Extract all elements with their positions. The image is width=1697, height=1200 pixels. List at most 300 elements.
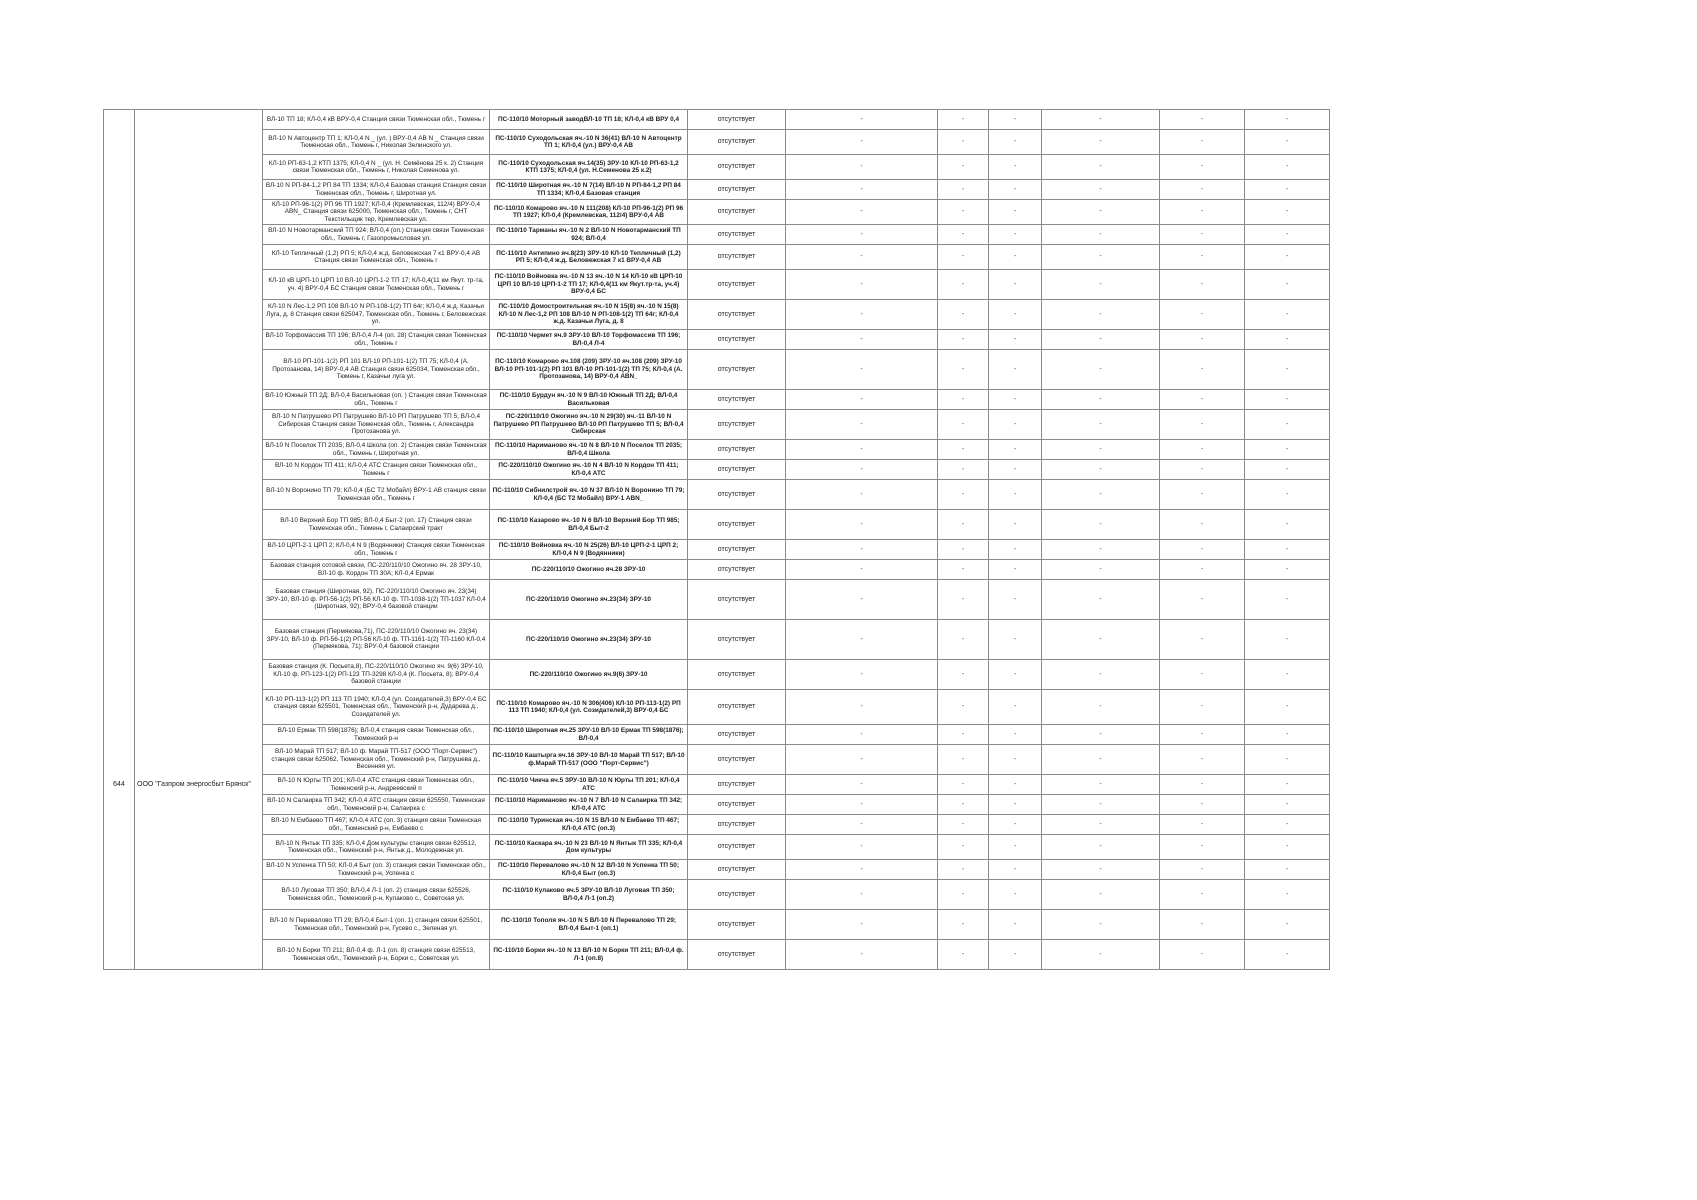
status-cell: отсутствует <box>688 910 786 940</box>
dash-cell: - <box>989 660 1042 690</box>
dash-cell: - <box>938 660 989 690</box>
dash-cell: - <box>786 390 938 410</box>
status-cell: отсутствует <box>688 330 786 350</box>
dash-cell: - <box>1042 540 1160 560</box>
dash-cell: - <box>989 270 1042 300</box>
dash-cell: - <box>1042 815 1160 835</box>
record-number-cell <box>104 180 135 200</box>
dash-cell: - <box>786 940 938 970</box>
dash-cell: - <box>1245 880 1330 910</box>
organization-cell <box>135 440 263 460</box>
organization-cell <box>135 300 263 330</box>
dash-cell: - <box>989 835 1042 860</box>
dash-cell: - <box>1245 440 1330 460</box>
dash-cell: - <box>989 460 1042 480</box>
table-row <box>104 745 1330 775</box>
connection-point-cell: ВЛ-10 Марай ТП 517; ВЛ-10 ф. Марай ТП-517 (ООО "Порт-Сервис") станция связи 625062, Тюменская обл., Тюменский р-н, Патрушева д., Весенняя ул. <box>263 745 490 775</box>
record-number-cell <box>104 130 135 155</box>
dash-cell: - <box>989 130 1042 155</box>
table-row <box>104 460 1330 480</box>
status-cell: отсутствует <box>688 130 786 155</box>
dash-cell: - <box>938 155 989 180</box>
dash-cell: - <box>1160 130 1245 155</box>
dash-cell: - <box>1245 480 1330 510</box>
record-number-cell <box>104 245 135 270</box>
dash-cell: - <box>1042 245 1160 270</box>
power-source-cell: ПС-110/10 Туринская яч.-10 N 15 ВЛ-10 N Ембаево ТП 467; КЛ-0,4 АТС (оп.3) <box>490 815 688 835</box>
status-cell: отсутствует <box>688 560 786 580</box>
dash-cell: - <box>1042 270 1160 300</box>
dash-cell: - <box>1042 300 1160 330</box>
power-source-cell: ПС-110/10 Сибнилстрой яч.-10 N 37 ВЛ-10 N Воронино ТП 79; КЛ-0,4 (БС Т2 Мобайл) ВРУ-1 АВN_ <box>490 480 688 510</box>
dash-cell: - <box>938 815 989 835</box>
dash-cell: - <box>1042 180 1160 200</box>
table-row <box>104 690 1330 725</box>
status-cell: отсутствует <box>688 835 786 860</box>
dash-cell: - <box>938 795 989 815</box>
record-number-cell <box>104 690 135 725</box>
organization-cell <box>135 775 263 795</box>
connection-point-cell: ВЛ-10 Верхний Бор ТП 985; ВЛ-0,4 Быт-2 (оп. 17) Станция связи Тюменская обл., Тюмень г, Салаирский тракт <box>263 510 490 540</box>
organization-cell <box>135 225 263 245</box>
power-source-cell: ПС-110/10 Войновка яч.-10 N 25(26) ВЛ-10 ЦРП-2-1 ЦРП 2; КЛ-0,4 N 9 (Водянники) <box>490 540 688 560</box>
record-number-cell <box>104 815 135 835</box>
dash-cell: - <box>938 510 989 540</box>
status-cell: отсутствует <box>688 940 786 970</box>
dash-cell: - <box>989 940 1042 970</box>
dash-cell: - <box>1245 180 1330 200</box>
dash-cell: - <box>1042 510 1160 540</box>
power-source-cell: ПС-220/110/10 Ожогино яч.-10 N 29(30) яч.-11 ВЛ-10 N Патрушево РП Патрушево ВЛ-10 РП Патрушево ТП 5; ВЛ-0,4 Сибирская <box>490 410 688 440</box>
dash-cell: - <box>989 390 1042 410</box>
dash-cell: - <box>1160 480 1245 510</box>
dash-cell: - <box>1245 390 1330 410</box>
record-number-cell <box>104 200 135 225</box>
organization-cell <box>135 745 263 775</box>
dash-cell: - <box>786 620 938 660</box>
dash-cell: - <box>1042 560 1160 580</box>
dash-cell: - <box>1160 940 1245 970</box>
table-row <box>104 510 1330 540</box>
dash-cell: - <box>938 910 989 940</box>
table-row <box>104 180 1330 200</box>
connection-point-cell: ВЛ-10 N Перевалово ТП 29; ВЛ-0,4 Быт-1 (оп. 1) станция связи 625501, Тюменская обл., Тюменский р-н, Гусево с., Зеленая ул. <box>263 910 490 940</box>
register-table <box>103 109 1330 970</box>
dash-cell: - <box>1160 300 1245 330</box>
dash-cell: - <box>1042 130 1160 155</box>
dash-cell: - <box>786 580 938 620</box>
status-cell: отсутствует <box>688 795 786 815</box>
organization-cell <box>135 835 263 860</box>
record-number-cell <box>104 910 135 940</box>
power-source-cell: ПС-110/10 Моторный заводВЛ-10 ТП 18; КЛ-0,4 кВ ВРУ 0,4 <box>490 110 688 130</box>
dash-cell: - <box>1160 725 1245 745</box>
table-row <box>104 130 1330 155</box>
dash-cell: - <box>1160 390 1245 410</box>
dash-cell: - <box>989 725 1042 745</box>
dash-cell: - <box>1245 155 1330 180</box>
power-source-cell: ПС-110/10 Казарово яч.-10 N 6 ВЛ-10 Верхний Бор ТП 985; ВЛ-0,4 Быт-2 <box>490 510 688 540</box>
dash-cell: - <box>1160 880 1245 910</box>
dash-cell: - <box>1245 245 1330 270</box>
connection-point-cell: Базовая станция (К. Посьета,8), ПС-220/110/10 Ожогино яч. 9(6) ЗРУ-10, КЛ-10 ф. РП-123-1(2) РП-123 ТП-3298 КЛ-0,4 (К. Посьета, 8); ВРУ-0,4 базовой станции <box>263 660 490 690</box>
dash-cell: - <box>1245 940 1330 970</box>
dash-cell: - <box>786 725 938 745</box>
dash-cell: - <box>1245 775 1330 795</box>
record-number-cell <box>104 440 135 460</box>
status-cell: отсутствует <box>688 225 786 245</box>
dash-cell: - <box>989 410 1042 440</box>
dash-cell: - <box>989 440 1042 460</box>
dash-cell: - <box>1042 835 1160 860</box>
power-source-cell: ПС-220/110/10 Ожогино яч.28 ЗРУ-10 <box>490 560 688 580</box>
dash-cell: - <box>1160 155 1245 180</box>
dash-cell: - <box>938 300 989 330</box>
table-row <box>104 560 1330 580</box>
dash-cell: - <box>786 690 938 725</box>
power-source-cell: ПС-110/10 Суходольская яч.14(35) ЗРУ-10 КЛ-10 РП-63-1,2 КТП 1375; КЛ-0,4 (ул. Н.Семенова 25 к.2) <box>490 155 688 180</box>
organization-cell <box>135 660 263 690</box>
dash-cell: - <box>1160 775 1245 795</box>
organization-cell <box>135 580 263 620</box>
dash-cell: - <box>938 440 989 460</box>
power-source-cell: ПС-110/10 Домостроительная яч.-10 N 15(8) яч.-10 N 15(8) КЛ-10 N Лес-1,2 РП 108 ВЛ-10 N РП-108-1(2) ТП 64г; КЛ-0,4 ж.д. Казачьи Луга, д. 8 <box>490 300 688 330</box>
dash-cell: - <box>1042 725 1160 745</box>
dash-cell: - <box>989 560 1042 580</box>
power-source-cell: ПС-110/10 Кулаково яч.5 ЗРУ-10 ВЛ-10 Луговая ТП 350; ВЛ-0,4 Л-1 (оп.2) <box>490 880 688 910</box>
dash-cell: - <box>1042 860 1160 880</box>
dash-cell: - <box>938 225 989 245</box>
dash-cell: - <box>938 110 989 130</box>
table-row <box>104 440 1330 460</box>
organization-cell <box>135 350 263 390</box>
dash-cell: - <box>989 225 1042 245</box>
connection-point-cell: ВЛ-10 N Патрушево РП Патрушево ВЛ-10 РП Патрушево ТП 5; ВЛ-0,4 Сибирская Станция связи Тюменская обл., Тюмень г, Александра Протозанова ул. <box>263 410 490 440</box>
dash-cell: - <box>786 540 938 560</box>
record-number-cell <box>104 480 135 510</box>
organization-cell <box>135 880 263 910</box>
power-source-cell: ПС-110/10 Тарманы яч.-10 N 2 ВЛ-10 N Новотарманский ТП 924; ВЛ-0,4 <box>490 225 688 245</box>
dash-cell: - <box>938 690 989 725</box>
dash-cell: - <box>1245 460 1330 480</box>
dash-cell: - <box>1245 725 1330 745</box>
connection-point-cell: ВЛ-10 N Воронино ТП 79; КЛ-0,4 (БС Т2 Мобайл) ВРУ-1 АВ станция связи Тюменская обл., Тюмень г <box>263 480 490 510</box>
record-number-cell <box>104 110 135 130</box>
dash-cell: - <box>989 690 1042 725</box>
table-body <box>104 110 1330 970</box>
record-number-cell <box>104 225 135 245</box>
status-cell: отсутствует <box>688 860 786 880</box>
dash-cell: - <box>1160 835 1245 860</box>
dash-cell: - <box>938 775 989 795</box>
status-cell: отсутствует <box>688 725 786 745</box>
connection-point-cell: ВЛ-10 N Поселок ТП 2035; ВЛ-0,4 Школа (оп. 2) Станция связи Тюменская обл., Тюмень г, Широтная ул. <box>263 440 490 460</box>
dash-cell: - <box>1160 510 1245 540</box>
dash-cell: - <box>786 350 938 390</box>
record-number-cell <box>104 155 135 180</box>
dash-cell: - <box>989 620 1042 660</box>
dash-cell: - <box>989 580 1042 620</box>
power-source-cell: ПС-110/10 Нариманово яч.-10 N 8 ВЛ-10 N Поселок ТП 2035; ВЛ-0,4 Школа <box>490 440 688 460</box>
dash-cell: - <box>1160 410 1245 440</box>
table-row <box>104 110 1330 130</box>
connection-point-cell: КЛ-10 Тепличный (1,2) РП 5; КЛ-0,4 ж.д. Беловежская 7 к1 ВРУ-0,4 АВ Станция связи Тюменская обл., Тюмень г <box>263 245 490 270</box>
dash-cell: - <box>786 200 938 225</box>
table-row <box>104 200 1330 225</box>
connection-point-cell: ВЛ-10 N Ембаево ТП 467; КЛ-0,4 АТС (оп. 3) станция связи Тюменская обл., Тюменский р-н, Ембаево с <box>263 815 490 835</box>
dash-cell: - <box>1245 690 1330 725</box>
table-row <box>104 270 1330 300</box>
power-source-cell: ПС-110/10 Каскара яч.-10 N 23 ВЛ-10 N Янтык ТП 335; КЛ-0,4 Дом культуры <box>490 835 688 860</box>
status-cell: отсутствует <box>688 775 786 795</box>
status-cell: отсутствует <box>688 245 786 270</box>
organization-cell <box>135 690 263 725</box>
status-cell: отсутствует <box>688 620 786 660</box>
dash-cell: - <box>1042 620 1160 660</box>
dash-cell: - <box>1160 110 1245 130</box>
status-cell: отсутствует <box>688 815 786 835</box>
dash-cell: - <box>1042 880 1160 910</box>
power-source-cell: ПС-110/10 Тополя яч.-10 N 5 ВЛ-10 N Перевалово ТП 29; ВЛ-0,4 Быт-1 (оп.1) <box>490 910 688 940</box>
connection-point-cell: Базовая станция (Пермякова,71), ПС-220/110/10 Ожогино яч. 23(34) ЗРУ-10, ВЛ-10 ф. РП-56-1(2) РП-56 КЛ-10 ф. ТП-1161-1(2) ТП-1160 КЛ-0,4 (Пермякова, 71); ВРУ-0,4 базовой станции <box>263 620 490 660</box>
dash-cell: - <box>1042 460 1160 480</box>
dash-cell: - <box>786 155 938 180</box>
dash-cell: - <box>938 200 989 225</box>
status-cell: отсутствует <box>688 660 786 690</box>
table-row <box>104 410 1330 440</box>
dash-cell: - <box>938 460 989 480</box>
dash-cell: - <box>1245 660 1330 690</box>
connection-point-cell: Базовая станция сотовой связи, ПС-220/110/10 Ожогино яч. 28 ЗРУ-10, ВЛ-10 ф. Кордон ТП 30А; КЛ-0,4 Ермак <box>263 560 490 580</box>
status-cell: отсутствует <box>688 180 786 200</box>
record-number-cell <box>104 725 135 745</box>
power-source-cell: ПС-110/10 Чикча яч.5 ЗРУ-10 ВЛ-10 N Юрты ТП 201; КЛ-0,4 АТС <box>490 775 688 795</box>
dash-cell: - <box>1245 130 1330 155</box>
dash-cell: - <box>989 245 1042 270</box>
dash-cell: - <box>938 880 989 910</box>
dash-cell: - <box>989 480 1042 510</box>
power-source-cell: ПС-220/110/10 Ожогино яч.23(34) ЗРУ-10 <box>490 620 688 660</box>
dash-cell: - <box>989 180 1042 200</box>
power-source-cell: ПС-110/10 Суходольская яч.-10 N 36(41) ВЛ-10 N Автоцентр ТП 1; КЛ-0,4 (ул.) ВРУ-0,4 АВ <box>490 130 688 155</box>
record-number-cell <box>104 350 135 390</box>
dash-cell: - <box>1245 560 1330 580</box>
connection-point-cell: ВЛ-10 N Новотарманский ТП 924; ВЛ-0,4 (оп.) Станция связи Тюменская обл., Тюмень г, Газопромысловая ул. <box>263 225 490 245</box>
record-number-cell <box>104 860 135 880</box>
dash-cell: - <box>1245 745 1330 775</box>
dash-cell: - <box>938 130 989 155</box>
dash-cell: - <box>938 560 989 580</box>
dash-cell: - <box>1160 660 1245 690</box>
table-row <box>104 245 1330 270</box>
record-number-cell <box>104 745 135 775</box>
dash-cell: - <box>786 130 938 155</box>
organization-cell <box>135 130 263 155</box>
organization-cell <box>135 480 263 510</box>
status-cell: отсутствует <box>688 745 786 775</box>
dash-cell: - <box>786 560 938 580</box>
dash-cell: - <box>989 155 1042 180</box>
organization-name: ООО "Газпром энергосбыт Брянск" <box>137 780 251 788</box>
table-row <box>104 225 1330 245</box>
dash-cell: - <box>786 110 938 130</box>
dash-cell: - <box>989 795 1042 815</box>
table-row <box>104 725 1330 745</box>
connection-point-cell: ВЛ-10 N РП-84-1,2 РП 84 ТП 1334; КЛ-0,4 Базовая станция Станция связи Тюменская обл., Тюмень г, Широтная ул. <box>263 180 490 200</box>
table-row <box>104 350 1330 390</box>
record-number-cell <box>104 270 135 300</box>
connection-point-cell: КЛ-10 РП-96-1(2) РП 96 ТП 1927; КЛ-0,4 (Кремлевская, 112/4) ВРУ-0,4 АВN_ Станция связи 625000, Тюменская обл., Тюмень г, СНТ Текстильщик тер, Кремлевская ул. <box>263 200 490 225</box>
connection-point-cell: КЛ-10 РП-63-1,2 КТП 1375; КЛ-0,4 N _ (ул. Н. Семёнова 25 к. 2) Станция связи Тюменская обл., Тюмень г, Николая Семенова ул. <box>263 155 490 180</box>
dash-cell: - <box>1245 330 1330 350</box>
organization-cell <box>135 560 263 580</box>
dash-cell: - <box>1160 745 1245 775</box>
record-number-cell <box>104 580 135 620</box>
dash-cell: - <box>938 270 989 300</box>
dash-cell: - <box>1245 860 1330 880</box>
dash-cell: - <box>1160 225 1245 245</box>
dash-cell: - <box>1160 815 1245 835</box>
organization-cell <box>135 330 263 350</box>
record-number-cell <box>104 510 135 540</box>
table-row <box>104 910 1330 940</box>
dash-cell: - <box>1042 940 1160 970</box>
dash-cell: - <box>938 620 989 660</box>
dash-cell: - <box>786 440 938 460</box>
dash-cell: - <box>938 745 989 775</box>
connection-point-cell: ВЛ-10 N Кордон ТП 411; КЛ-0,4 АТС Станция связи Тюменская обл., Тюмень г <box>263 460 490 480</box>
table-row <box>104 795 1330 815</box>
dash-cell: - <box>786 300 938 330</box>
dash-cell: - <box>786 510 938 540</box>
dash-cell: - <box>786 410 938 440</box>
dash-cell: - <box>1160 580 1245 620</box>
table-row <box>104 330 1330 350</box>
connection-point-cell: ВЛ-10 ЦРП-2-1 ЦРП 2; КЛ-0,4 N 9 (Водянники) Станция связи Тюменская обл., Тюмень г <box>263 540 490 560</box>
record-number-cell <box>104 300 135 330</box>
dash-cell: - <box>938 725 989 745</box>
status-cell: отсутствует <box>688 580 786 620</box>
record-number-cell <box>104 880 135 910</box>
organization-cell <box>135 180 263 200</box>
dash-cell: - <box>1245 300 1330 330</box>
dash-cell: - <box>1042 440 1160 460</box>
connection-point-cell: ВЛ-10 N Янтык ТП 335; КЛ-0,4 Дом культуры станция связи 625512, Тюменская обл., Тюменский р-н, Янтык д., Молодежная ул. <box>263 835 490 860</box>
power-source-cell: ПС-110/10 Антипино яч.8(23) ЗРУ-10 КЛ-10 Тепличный (1,2) РП 5; КЛ-0,4 ж.д. Беловежская 7 к1 ВРУ-0,4 АВ <box>490 245 688 270</box>
status-cell: отсутствует <box>688 350 786 390</box>
status-cell: отсутствует <box>688 880 786 910</box>
organization-cell <box>135 860 263 880</box>
status-cell: отсутствует <box>688 480 786 510</box>
dash-cell: - <box>1245 835 1330 860</box>
power-source-cell: ПС-110/10 Войновка яч.-10 N 13 яч.-10 N 14 КЛ-10 кВ ЦРП-10 ЦРП 10 ВЛ-10 ЦРП-1-2 ТП 17; КЛ-0,4(11 км Якут.тр-та, уч.4) ВРУ-0,4 БС <box>490 270 688 300</box>
table-row <box>104 300 1330 330</box>
organization-cell <box>135 940 263 970</box>
dash-cell: - <box>989 300 1042 330</box>
table-row <box>104 540 1330 560</box>
organization-cell <box>135 510 263 540</box>
table-row <box>104 940 1330 970</box>
connection-point-cell: ВЛ-10 N Борки ТП 211; ВЛ-0,4 ф. Л-1 (оп. 8) станция связи 625513, Тюменская обл., Тюменский р-н, Борки с., Советская ул. <box>263 940 490 970</box>
dash-cell: - <box>989 330 1042 350</box>
status-cell: отсутствует <box>688 510 786 540</box>
table-row <box>104 620 1330 660</box>
dash-cell: - <box>1160 540 1245 560</box>
power-source-cell: ПС-110/10 Нариманово яч.-10 N 7 ВЛ-10 N Салаирка ТП 342; КЛ-0,4 АТС <box>490 795 688 815</box>
dash-cell: - <box>786 910 938 940</box>
dash-cell: - <box>1245 510 1330 540</box>
dash-cell: - <box>786 660 938 690</box>
status-cell: отсутствует <box>688 155 786 180</box>
dash-cell: - <box>1245 410 1330 440</box>
dash-cell: - <box>1245 110 1330 130</box>
dash-cell: - <box>1042 480 1160 510</box>
dash-cell: - <box>1042 390 1160 410</box>
dash-cell: - <box>938 540 989 560</box>
dash-cell: - <box>938 180 989 200</box>
dash-cell: - <box>786 860 938 880</box>
record-number-cell <box>104 775 135 795</box>
power-source-cell: ПС-110/10 Широтная яч.25 ЗРУ-10 ВЛ-10 Ермак ТП 598(1876); ВЛ-0,4 <box>490 725 688 745</box>
organization-cell <box>135 795 263 815</box>
dash-cell: - <box>786 745 938 775</box>
dash-cell: - <box>989 110 1042 130</box>
dash-cell: - <box>989 540 1042 560</box>
organization-cell <box>135 815 263 835</box>
dash-cell: - <box>938 245 989 270</box>
dash-cell: - <box>989 880 1042 910</box>
dash-cell: - <box>989 745 1042 775</box>
connection-point-cell: ВЛ-10 Торфомассив ТП 196; ВЛ-0,4 Л-4 (оп. 28) Станция связи Тюменская обл., Тюмень г <box>263 330 490 350</box>
dash-cell: - <box>1042 155 1160 180</box>
status-cell: отсутствует <box>688 270 786 300</box>
dash-cell: - <box>989 910 1042 940</box>
table-row <box>104 775 1330 795</box>
organization-cell <box>135 725 263 745</box>
organization-cell <box>135 110 263 130</box>
dash-cell: - <box>786 245 938 270</box>
dash-cell: - <box>1160 860 1245 880</box>
organization-cell <box>135 620 263 660</box>
connection-point-cell: Базовая станция (Широтная, 92), ПС-220/110/10 Ожогино яч. 23(34) ЗРУ-10, ВЛ-10 ф. РП-56-1(2) РП-56 КЛ-10 ф. ТП-1038-1(2) ТП-1037 КЛ-0,4 (Широтная, 92); ВРУ-0,4 базовой станции <box>263 580 490 620</box>
connection-point-cell: ВЛ-10 Южный ТП 2Д; ВЛ-0,4 Васильковая (оп. ) Станция связи Тюменская обл., Тюмень г <box>263 390 490 410</box>
status-cell: отсутствует <box>688 410 786 440</box>
power-source-cell: ПС-110/10 Борки яч.-10 N 13 ВЛ-10 N Борки ТП 211; ВЛ-0,4 ф. Л-1 (оп.8) <box>490 940 688 970</box>
record-number-cell <box>104 795 135 815</box>
status-cell: отсутствует <box>688 110 786 130</box>
dash-cell: - <box>1042 200 1160 225</box>
dash-cell: - <box>938 330 989 350</box>
dash-cell: - <box>786 775 938 795</box>
status-cell: отсутствует <box>688 300 786 330</box>
dash-cell: - <box>1245 795 1330 815</box>
record-number-cell <box>104 835 135 860</box>
dash-cell: - <box>1042 910 1160 940</box>
status-cell: отсутствует <box>688 440 786 460</box>
dash-cell: - <box>989 815 1042 835</box>
dash-cell: - <box>938 350 989 390</box>
status-cell: отсутствует <box>688 690 786 725</box>
connection-point-cell: КЛ-10 N Лес-1,2 РП 108 ВЛ-10 N РП-108-1(2) ТП 64г; КЛ-0,4 ж.д. Казачьи Луга, д. 8 Станция связи 625047, Тюменская обл., Тюмень г, Беловежская ул. <box>263 300 490 330</box>
status-cell: отсутствует <box>688 540 786 560</box>
dash-cell: - <box>786 270 938 300</box>
dash-cell: - <box>1042 330 1160 350</box>
power-source-cell: ПС-110/10 Комарово яч.-10 N 306(406) КЛ-10 РП-113-1(2) РП 113 ТП 1940; КЛ-0,4 (ул. Созидателей,3) ВРУ-0,4 БС <box>490 690 688 725</box>
dash-cell: - <box>1245 815 1330 835</box>
connection-point-cell: КЛ-10 РП-113-1(2) РП 113 ТП 1940; КЛ-0,4 (ул. Созидателей,3) ВРУ-0,4 БС станция связи 625501, Тюменская обл., Тюменский р-н, Дударева д., Созидателей ул. <box>263 690 490 725</box>
table-row <box>104 860 1330 880</box>
record-number-cell <box>104 620 135 660</box>
